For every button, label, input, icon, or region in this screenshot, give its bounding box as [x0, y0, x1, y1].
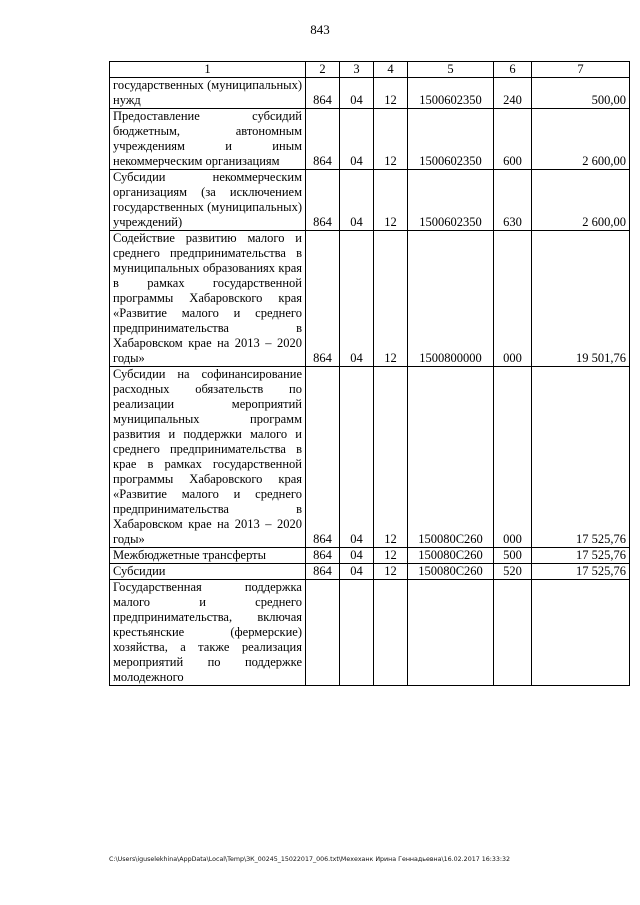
cell-col3 [340, 580, 374, 686]
cell-col3: 04 [340, 170, 374, 231]
cell-col4: 12 [374, 109, 408, 170]
cell-col3: 04 [340, 548, 374, 564]
row-name: государственных (муниципальных) нужд [110, 78, 306, 109]
column-header: 5 [408, 62, 494, 78]
cell-col6: 520 [494, 564, 532, 580]
table-row [110, 367, 630, 548]
cell-col5: 1500602350 [408, 109, 494, 170]
budget-table [109, 61, 630, 686]
cell-col6 [494, 580, 532, 686]
table-header-row [110, 62, 630, 78]
column-header: 1 [110, 62, 306, 78]
table-row [110, 78, 630, 109]
row-name: Содействие развитию малого и среднего предпринимательства в муниципальных образованиях края в рамках государственной программы Хабаровского края «Развитие малого и среднего предпринимательства в Хабаровском крае на 2013 – 2020 годы» [110, 231, 306, 367]
cell-amount: 2 600,00 [532, 170, 630, 231]
cell-amount [532, 580, 630, 686]
cell-col4: 12 [374, 231, 408, 367]
cell-col5: 1500602350 [408, 170, 494, 231]
cell-col5: 150080С260 [408, 367, 494, 548]
cell-col3: 04 [340, 78, 374, 109]
cell-col4 [374, 580, 408, 686]
cell-col4: 12 [374, 548, 408, 564]
table-row [110, 548, 630, 564]
cell-amount: 17 525,76 [532, 367, 630, 548]
cell-col2: 864 [306, 170, 340, 231]
row-name: Предоставление субсидий бюджетным, автономным учреждениям и иным некоммерческим организациям [110, 109, 306, 170]
cell-col6: 600 [494, 109, 532, 170]
cell-col6: 630 [494, 170, 532, 231]
column-header: 3 [340, 62, 374, 78]
cell-col2: 864 [306, 78, 340, 109]
cell-amount: 19 501,76 [532, 231, 630, 367]
table-row [110, 170, 630, 231]
table-row [110, 580, 630, 686]
row-name: Государственная поддержка малого и среднего предпринимательства, включая крестьянские (фермерские) хозяйства, а также реализация мероприятий по поддержке молодежного [110, 580, 306, 686]
cell-col6: 000 [494, 231, 532, 367]
cell-col3: 04 [340, 231, 374, 367]
cell-col4: 12 [374, 564, 408, 580]
cell-col6: 240 [494, 78, 532, 109]
cell-col5: 1500602350 [408, 78, 494, 109]
cell-col5: 1500800000 [408, 231, 494, 367]
column-header: 7 [532, 62, 630, 78]
file-path-footer: C:\Users\iguselekhina\AppData\Local\Temp\ЗК_00245_15022017_006.txt\Мехеханк Ирина Геннадьевна\16.02.2017 16:33:32 [109, 856, 510, 863]
cell-col5 [408, 580, 494, 686]
cell-col2: 864 [306, 367, 340, 548]
cell-col3: 04 [340, 109, 374, 170]
cell-col2: 864 [306, 109, 340, 170]
row-name: Межбюджетные трансферты [110, 548, 306, 564]
cell-col5: 150080С260 [408, 548, 494, 564]
cell-amount: 500,00 [532, 78, 630, 109]
cell-amount: 17 525,76 [532, 548, 630, 564]
cell-col6: 000 [494, 367, 532, 548]
cell-col3: 04 [340, 564, 374, 580]
cell-col3: 04 [340, 367, 374, 548]
page-number: 843 [310, 22, 330, 37]
cell-amount: 17 525,76 [532, 564, 630, 580]
cell-col6: 500 [494, 548, 532, 564]
column-header: 2 [306, 62, 340, 78]
cell-col2: 864 [306, 564, 340, 580]
cell-col2 [306, 580, 340, 686]
cell-col2: 864 [306, 231, 340, 367]
cell-col2: 864 [306, 548, 340, 564]
column-header: 4 [374, 62, 408, 78]
column-header: 6 [494, 62, 532, 78]
row-name: Субсидии на софинансирование расходных обязательств по реализации мероприятий муниципальных программ развития и поддержки малого и среднего предпринимательства в крае в рамках государственной программы Хабаровского края «Развитие малого и среднего предпринимательства в Хабаровском крае на 2013 – 2020 годы» [110, 367, 306, 548]
table-row [110, 109, 630, 170]
table-row [110, 564, 630, 580]
cell-col4: 12 [374, 367, 408, 548]
cell-amount: 2 600,00 [532, 109, 630, 170]
table-row [110, 231, 630, 367]
cell-col4: 12 [374, 170, 408, 231]
cell-col5: 150080С260 [408, 564, 494, 580]
row-name: Субсидии некоммерческим организациям (за исключением государственных (муниципальных) учреждений) [110, 170, 306, 231]
row-name: Субсидии [110, 564, 306, 580]
cell-col4: 12 [374, 78, 408, 109]
